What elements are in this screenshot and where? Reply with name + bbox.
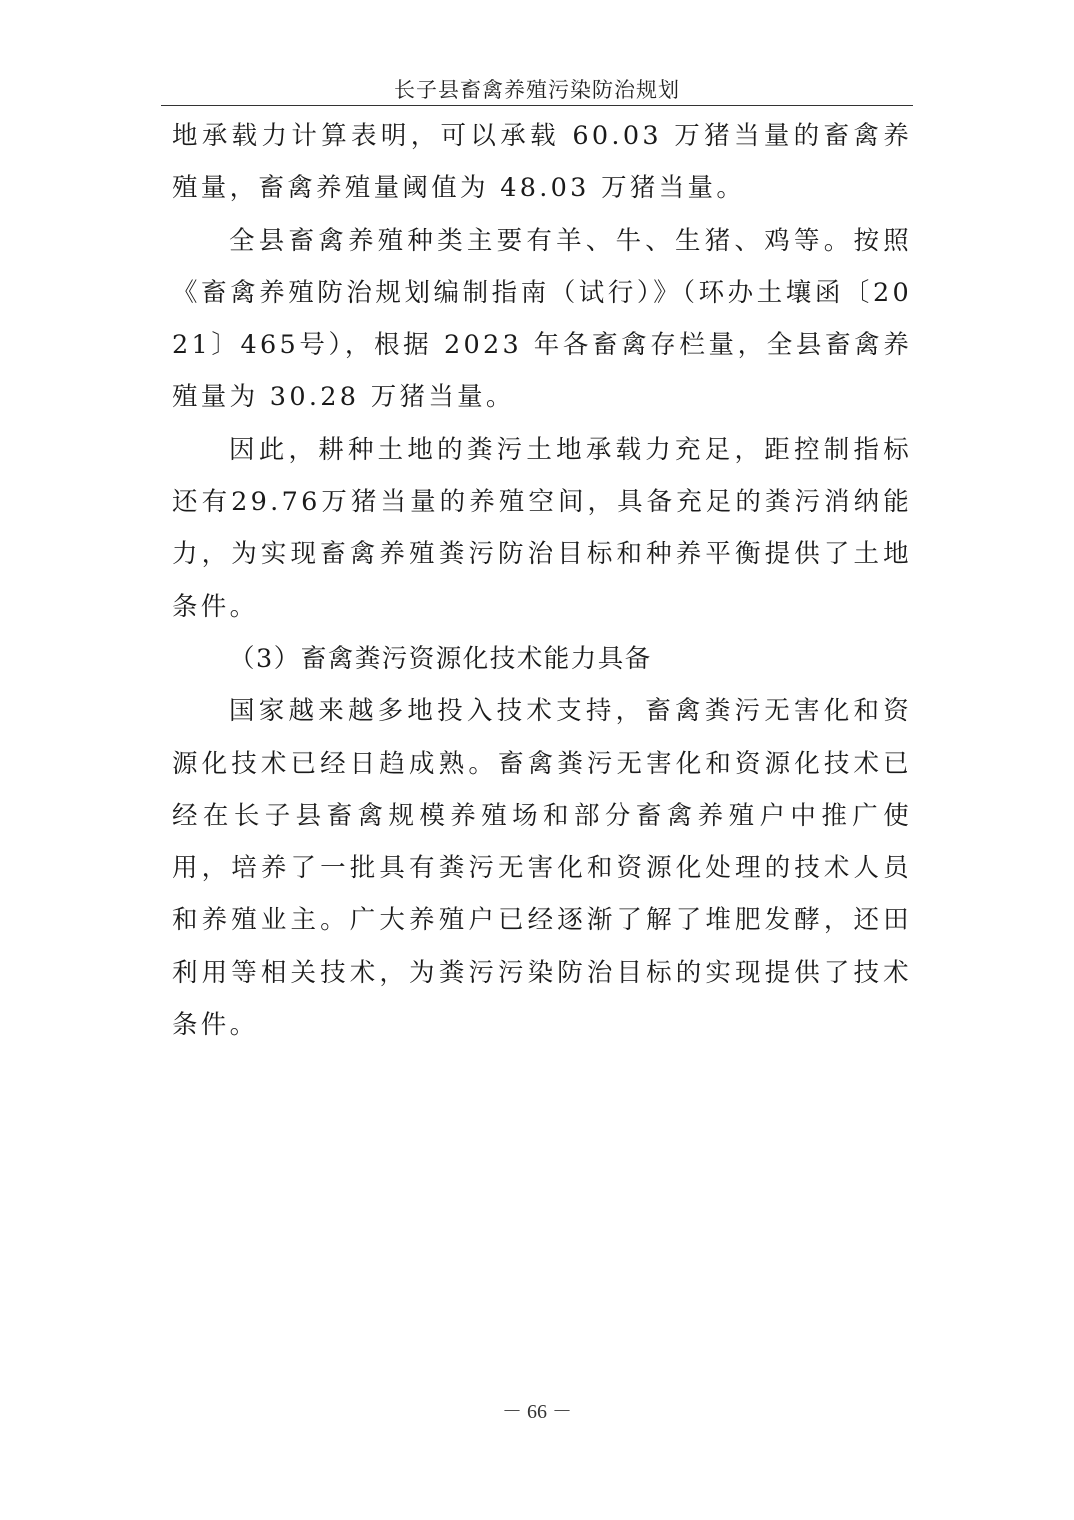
paragraph-technical-capability: 国家越来越多地投入技术支持，畜禽粪污无害化和资源化技术已经日趋成熟。畜禽粪污无害化和资源化技术已经在长子县畜禽规模养殖场和部分畜禽养殖户中推广使用，培养了一批具有粪污无害化和资源化处理的技术人员和养殖业主。广大养殖户已经逐渐了解了堆肥发酵，还田利用等相关技术，为粪污污染防治目标的实现提供了技术条件。 xyxy=(172,696,912,1041)
running-header: 长子县畜禽养殖污染防治规划 xyxy=(394,78,680,102)
paragraph-land-capacity: 地承载力计算表明，可以承载 60.03 万猪当量的畜禽养殖量，畜禽养殖量阈值为 48.03 万猪当量。 xyxy=(172,121,912,204)
section-heading: （3）畜禽粪污资源化技术能力具备 xyxy=(229,643,652,674)
header-divider xyxy=(161,105,913,106)
paragraph-remaining-capacity: 因此，耕种土地的粪污土地承载力充足，距控制指标还有29.76万猪当量的养殖空间，具备充足的粪污消纳能力，为实现畜禽养殖粪污防治目标和种养平衡提供了土地条件。 xyxy=(172,434,912,622)
page-number: － 66 － xyxy=(502,1401,572,1423)
document-body xyxy=(172,110,912,1051)
paragraph-livestock-types: 全县畜禽养殖种类主要有羊、牛、生猪、鸡等。按照《畜禽养殖防治规划编制指南（试行）》（环办土壤函〔2021〕465号），根据 2023 年各畜禽存栏量，全县畜禽养殖量为 30.28 万猪当量。 xyxy=(172,225,912,413)
